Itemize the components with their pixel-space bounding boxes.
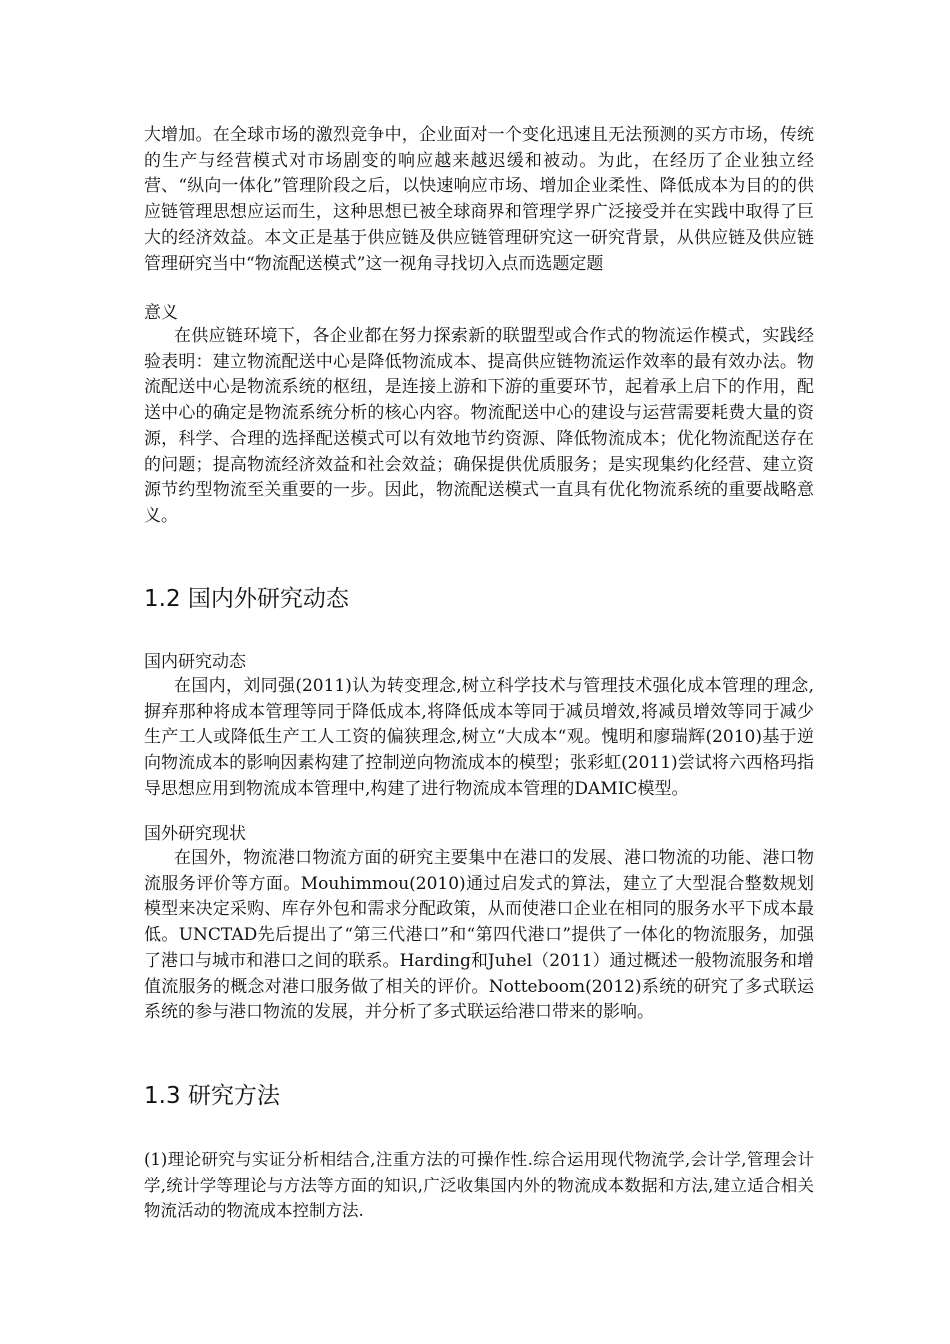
research-method-paragraph: (1)理论研究与实证分析相结合,注重方法的可操作性.综合运用现代物流学,会计学,管理会计学,统计学等理论与方法等方面的知识,广泛收集国内外的物流成本数据和方法,建立适合相关物流活动的物流成本控制方法.: [144, 1150, 814, 1220]
domestic-research-paragraph: 在国内，刘同强(2011)认为转变理念,树立科学技术与管理技术强化成本管理的理念,摒弃那种将成本管理等同于降低成本,将降低成本等同于减员增效,将减员增效等同于减少生产工人或降低生产工人工资的偏狭理念,树立“大成本“观。愧明和廖瑞辉(2010)基于逆向物流成本的影响因素构建了控制逆向物流成本的模型；张彩虹(2011)尝试将六西格玛指导思想应用到物流成本管理中,构建了进行物流成本管理的DAMIC模型。: [144, 676, 814, 799]
significance-paragraph: 在供应链环境下，各企业都在努力探索新的联盟型或合作式的物流运作模式，实践经验表明：建立物流配送中心是降低物流成本、提高供应链物流运作效率的最有效办法。物流配送中心是物流系统的枢纽，是连接上游和下游的重要环节，起着承上启下的作用，配送中心的确定是物流系统分析的核心内容。物流配送中心的建设与运营需要耗费大量的资源，科学、合理的选择配送模式可以有效地节约资源、降低物流成本；优化物流配送存在的问题；提高物流经济效益和社会效益；确保提供优质服务；是实现集约化经营、建立资源节约型物流至关重要的一步。因此，物流配送模式一直具有优化物流系统的重要战略意义。: [144, 326, 814, 526]
foreign-research-paragraph: 在国外，物流港口物流方面的研究主要集中在港口的发展、港口物流的功能、港口物流服务评价等方面。Mouhimmou(2010)通过启发式的算法，建立了大型混合整数规划模型来决定采购、库存外包和需求分配政策，从而使港口企业在相同的服务水平下成本最低。UNCTAD先后提出了“第三代港口”和“第四代港口”提供了一体化的物流服务，加强了港口与城市和港口之间的联系。Harding和Juhel（2011）通过概述一般物流服务和增值流服务的概念对港口服务做了相关的评价。Notteboom(2012)系统的研究了多式联运系统的参与港口物流的发展，并分析了多式联运给港口带来的影响。: [144, 848, 814, 1023]
foreign-research-label: 国外研究现状: [144, 824, 246, 844]
domestic-research-label: 国内研究动态: [144, 652, 246, 672]
intro-paragraph: 大增加。在全球市场的激烈竞争中，企业面对一个变化迅速且无法预测的买方市场，传统的生产与经营模式对市场剧变的响应越来越迟缓和被动。为此，在经历了企业独立经营、“纵向一体化”管理阶段之后，以快速响应市场、增加企业柔性、降低成本为目的的供应链管理思想应运而生，这种思想已被全球商界和管理学界广泛接受并在实践中取得了巨大的经济效益。本文正是基于供应链及供应链管理研究这一研究背景，从供应链及供应链管理研究当中“物流配送模式”这一视角寻找切入点而选题定题: [144, 125, 814, 274]
section-1-2-heading: 1.2 国内外研究动态: [144, 586, 349, 612]
section-1-3-heading: 1.3 研究方法: [144, 1083, 280, 1109]
significance-label: 意义: [144, 303, 178, 323]
